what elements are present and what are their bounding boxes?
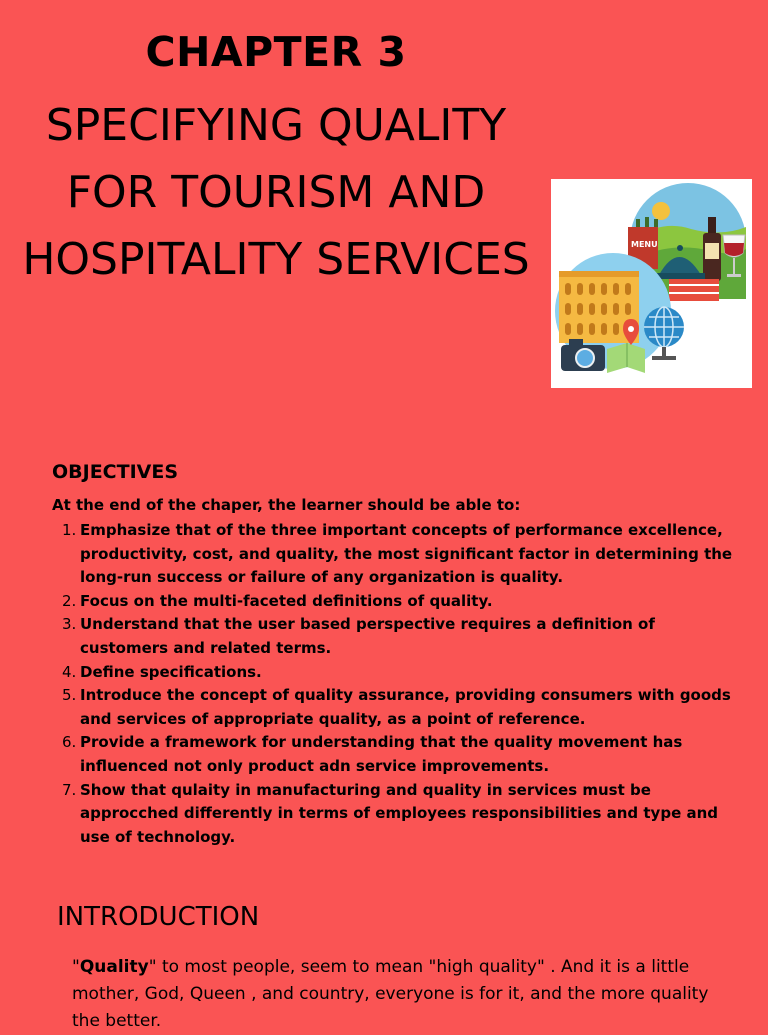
intro-rest: " to most people, seem to mean "high quality" . And it is a little mother, God, Queen , and country, everyone is for it, and the more quality the better. — [72, 957, 709, 1031]
objectives-list — [52, 519, 742, 849]
objective-text: Focus on the multi-faceted definitions of quality. — [80, 591, 493, 610]
introduction-text — [72, 954, 722, 1035]
tourism-illustration — [551, 179, 752, 388]
chapter-title-line-2: FOR TOURISM AND — [66, 167, 486, 218]
objective-number: 3. — [62, 615, 77, 634]
chapter-title — [0, 92, 552, 293]
intro-bold-word: Quality — [79, 957, 149, 977]
objective-text: Understand that the user based perspective requires a definition of customers and related terms. — [80, 615, 655, 657]
objective-text: Provide a framework for understanding that the quality movement has influenced not only product adn service improvements. — [80, 733, 683, 775]
objective-item — [52, 731, 742, 778]
objective-item — [52, 613, 742, 660]
chapter-number: CHAPTER 3 — [145, 28, 407, 76]
svg-text:MENU: MENU — [631, 240, 658, 249]
objective-text: Emphasize that of the three important concepts of performance excellence, productivity, cost, and quality, the most significant factor in determining the long-run success or failure of any organization is quality. — [80, 521, 733, 587]
introduction-heading: INTRODUCTION — [57, 902, 260, 932]
chapter-title-line-3: HOSPITALITY SERVICES — [22, 234, 530, 285]
objective-item — [52, 661, 742, 685]
objective-item — [52, 684, 742, 731]
objective-text: Introduce the concept of quality assurance, providing consumers with goods and services of appropriate quality, as a point of reference. — [80, 686, 731, 728]
objective-item — [52, 779, 742, 850]
objectives-heading: OBJECTIVES — [52, 461, 179, 483]
objectives-intro: At the end of the chaper, the learner should be able to: — [52, 496, 521, 514]
objective-item — [52, 519, 742, 590]
intro-open-quote: " — [72, 957, 80, 977]
objective-number: 2. — [62, 591, 77, 610]
objective-item — [52, 590, 742, 614]
objective-text: Show that qulaity in manufacturing and quality in services must be approcched differently in terms of employees responsibilities and type and use of technology. — [80, 780, 719, 846]
objective-text: Define specifications. — [80, 662, 262, 681]
objective-number: 7. — [62, 780, 77, 799]
chapter-title-line-1: SPECIFYING QUALITY — [45, 100, 507, 151]
objective-number: 4. — [62, 662, 77, 681]
objective-number: 5. — [62, 686, 77, 705]
objective-number: 1. — [62, 521, 77, 539]
objective-number: 6. — [62, 733, 77, 752]
